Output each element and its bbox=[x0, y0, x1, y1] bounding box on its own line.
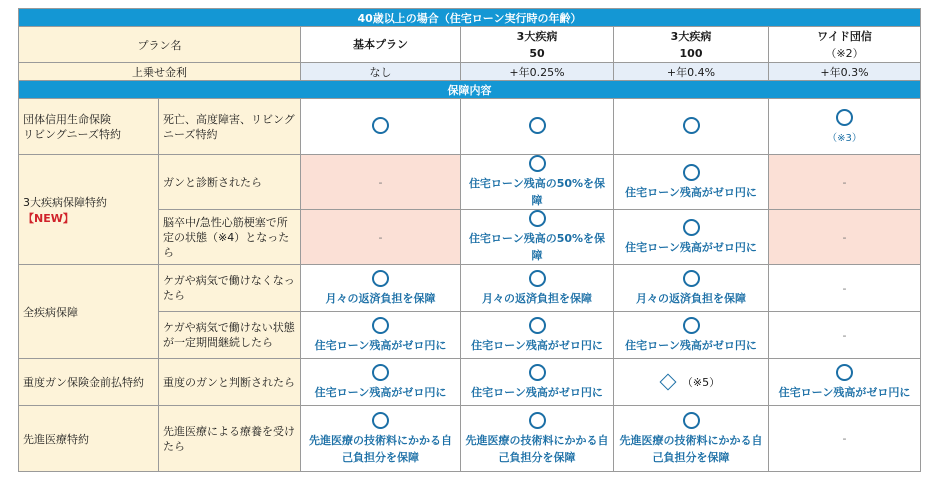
circle-icon bbox=[529, 317, 546, 334]
plan-3dd-100-sub: 100 bbox=[679, 46, 703, 60]
group-life-insurance bbox=[19, 99, 159, 155]
plan-wide-sub: （※2） bbox=[825, 46, 864, 60]
worklong-basic bbox=[301, 312, 461, 359]
diamond-icon bbox=[659, 374, 676, 391]
group-advanced-medical: 先進医療特約 bbox=[19, 406, 159, 472]
group-3dd bbox=[19, 155, 159, 265]
circle-icon bbox=[683, 270, 700, 287]
section-title: 保障内容 bbox=[19, 81, 921, 99]
worklong-3dd-50 bbox=[461, 312, 614, 359]
note-3: （※3） bbox=[827, 133, 862, 144]
severe-basic bbox=[301, 359, 461, 406]
cond-unable-work: ケガや病気で働けなくなったら bbox=[159, 265, 301, 312]
severe-3dd-100 bbox=[614, 359, 769, 406]
plan-basic-name: 基本プラン bbox=[353, 38, 408, 51]
life-basic bbox=[301, 99, 461, 155]
circle-icon bbox=[372, 364, 389, 381]
severe-wide-text: 住宅ローン残高がゼロ円に bbox=[778, 385, 911, 399]
plan-basic bbox=[301, 27, 461, 63]
adv-basic bbox=[301, 406, 461, 472]
cancer-3dd-100-text: 住宅ローン残高がゼロ円に bbox=[625, 185, 757, 199]
circle-icon bbox=[529, 270, 546, 287]
addon-basic: なし bbox=[301, 63, 461, 81]
circle-icon bbox=[683, 219, 700, 236]
circle-icon bbox=[529, 117, 546, 134]
adv-3dd-100 bbox=[614, 406, 769, 472]
addon-wide: +年0.3% bbox=[769, 63, 921, 81]
adv-basic-text: 先進医療の技術料にかかる自己負担分を保障 bbox=[309, 433, 452, 464]
cond-death: 死亡、高度障害、リビングニーズ特約 bbox=[159, 99, 301, 155]
adv-3dd-50-text: 先進医療の技術料にかかる自己負担分を保障 bbox=[465, 433, 609, 464]
cond-stroke: 脳卒中/急性心筋梗塞で所定の状態（※4）となったら bbox=[159, 210, 301, 265]
adv-3dd-50 bbox=[461, 406, 614, 472]
group-severe-cancer: 重度ガン保険金前払特約 bbox=[19, 359, 159, 406]
stroke-basic: - bbox=[301, 210, 461, 265]
plan-name-label: プラン名 bbox=[19, 27, 301, 63]
worklong-3dd-100 bbox=[614, 312, 769, 359]
life-wide bbox=[769, 99, 921, 155]
plan-wide bbox=[769, 27, 921, 63]
work-3dd-50 bbox=[461, 265, 614, 312]
work-3dd-100 bbox=[614, 265, 769, 312]
plan-3dd-50-sub: 50 bbox=[529, 46, 545, 60]
circle-icon bbox=[683, 117, 700, 134]
cond-severe-cancer: 重度のガンと判断されたら bbox=[159, 359, 301, 406]
cancer-basic: - bbox=[301, 155, 461, 210]
cond-unable-work-long: ケガや病気で働けない状態が一定期間継続したら bbox=[159, 312, 301, 359]
work-3dd-100-text: 月々の返済負担を保障 bbox=[636, 291, 746, 305]
work-3dd-50-text: 月々の返済負担を保障 bbox=[482, 291, 592, 305]
adv-wide: - bbox=[769, 406, 921, 472]
life-3dd-50 bbox=[461, 99, 614, 155]
stroke-3dd-50-text: 住宅ローン残高の50%を保障 bbox=[468, 232, 606, 262]
cancer-3dd-100 bbox=[614, 155, 769, 210]
worklong-wide: - bbox=[769, 312, 921, 359]
circle-icon bbox=[836, 109, 853, 126]
addon-3dd-50: +年0.25% bbox=[461, 63, 614, 81]
circle-icon bbox=[529, 412, 546, 429]
worklong-3dd-100-text: 住宅ローン残高がゼロ円に bbox=[625, 338, 757, 352]
worklong-basic-text: 住宅ローン残高がゼロ円に bbox=[314, 338, 447, 352]
worklong-3dd-50-text: 住宅ローン残高がゼロ円に bbox=[471, 338, 603, 352]
group-life-insurance-label: 団体信用生命保険 リビングニーズ特約 bbox=[23, 112, 122, 141]
work-basic bbox=[301, 265, 461, 312]
circle-icon bbox=[529, 155, 546, 172]
stroke-3dd-100-text: 住宅ローン残高がゼロ円に bbox=[625, 240, 757, 254]
circle-icon bbox=[683, 412, 700, 429]
severe-3dd-50-text: 住宅ローン残高がゼロ円に bbox=[471, 385, 603, 399]
table-title: 40歳以上の場合（住宅ローン実行時の年齢） bbox=[19, 9, 921, 27]
circle-icon bbox=[683, 317, 700, 334]
circle-icon bbox=[372, 270, 389, 287]
addon-rate-label: 上乗せ金利 bbox=[19, 63, 301, 81]
circle-icon bbox=[372, 117, 389, 134]
coverage-table bbox=[18, 8, 921, 472]
circle-icon bbox=[529, 210, 546, 227]
plan-3dd-50-name: 3大疾病 bbox=[516, 29, 558, 43]
circle-icon bbox=[372, 317, 389, 334]
circle-icon bbox=[372, 412, 389, 429]
adv-3dd-100-text: 先進医療の技術料にかかる自己負担分を保障 bbox=[619, 433, 763, 464]
severe-3dd-50 bbox=[461, 359, 614, 406]
addon-3dd-100: +年0.4% bbox=[614, 63, 769, 81]
new-badge: 【NEW】 bbox=[23, 211, 74, 225]
circle-icon bbox=[683, 164, 700, 181]
group-3dd-label: 3大疾病保障特約 bbox=[23, 195, 107, 209]
stroke-3dd-50 bbox=[461, 210, 614, 265]
work-wide: - bbox=[769, 265, 921, 312]
stroke-wide: - bbox=[769, 210, 921, 265]
life-3dd-100 bbox=[614, 99, 769, 155]
circle-icon bbox=[529, 364, 546, 381]
severe-basic-text: 住宅ローン残高がゼロ円に bbox=[314, 385, 447, 399]
cond-advanced-medical: 先進医療による療養を受けたら bbox=[159, 406, 301, 472]
work-basic-text: 月々の返済負担を保障 bbox=[325, 291, 436, 305]
note-5: （※5） bbox=[681, 376, 721, 389]
plan-3dd-100 bbox=[614, 27, 769, 63]
plan-wide-name: ワイド団信 bbox=[817, 29, 872, 43]
stroke-3dd-100 bbox=[614, 210, 769, 265]
cancer-wide: - bbox=[769, 155, 921, 210]
severe-wide bbox=[769, 359, 921, 406]
cond-cancer: ガンと診断されたら bbox=[159, 155, 301, 210]
plan-3dd-100-name: 3大疾病 bbox=[670, 29, 712, 43]
circle-icon bbox=[836, 364, 853, 381]
cancer-3dd-50-text: 住宅ローン残高の50%を保障 bbox=[468, 177, 606, 207]
cancer-3dd-50 bbox=[461, 155, 614, 210]
group-all-illness: 全疾病保障 bbox=[19, 265, 159, 359]
plan-3dd-50 bbox=[461, 27, 614, 63]
